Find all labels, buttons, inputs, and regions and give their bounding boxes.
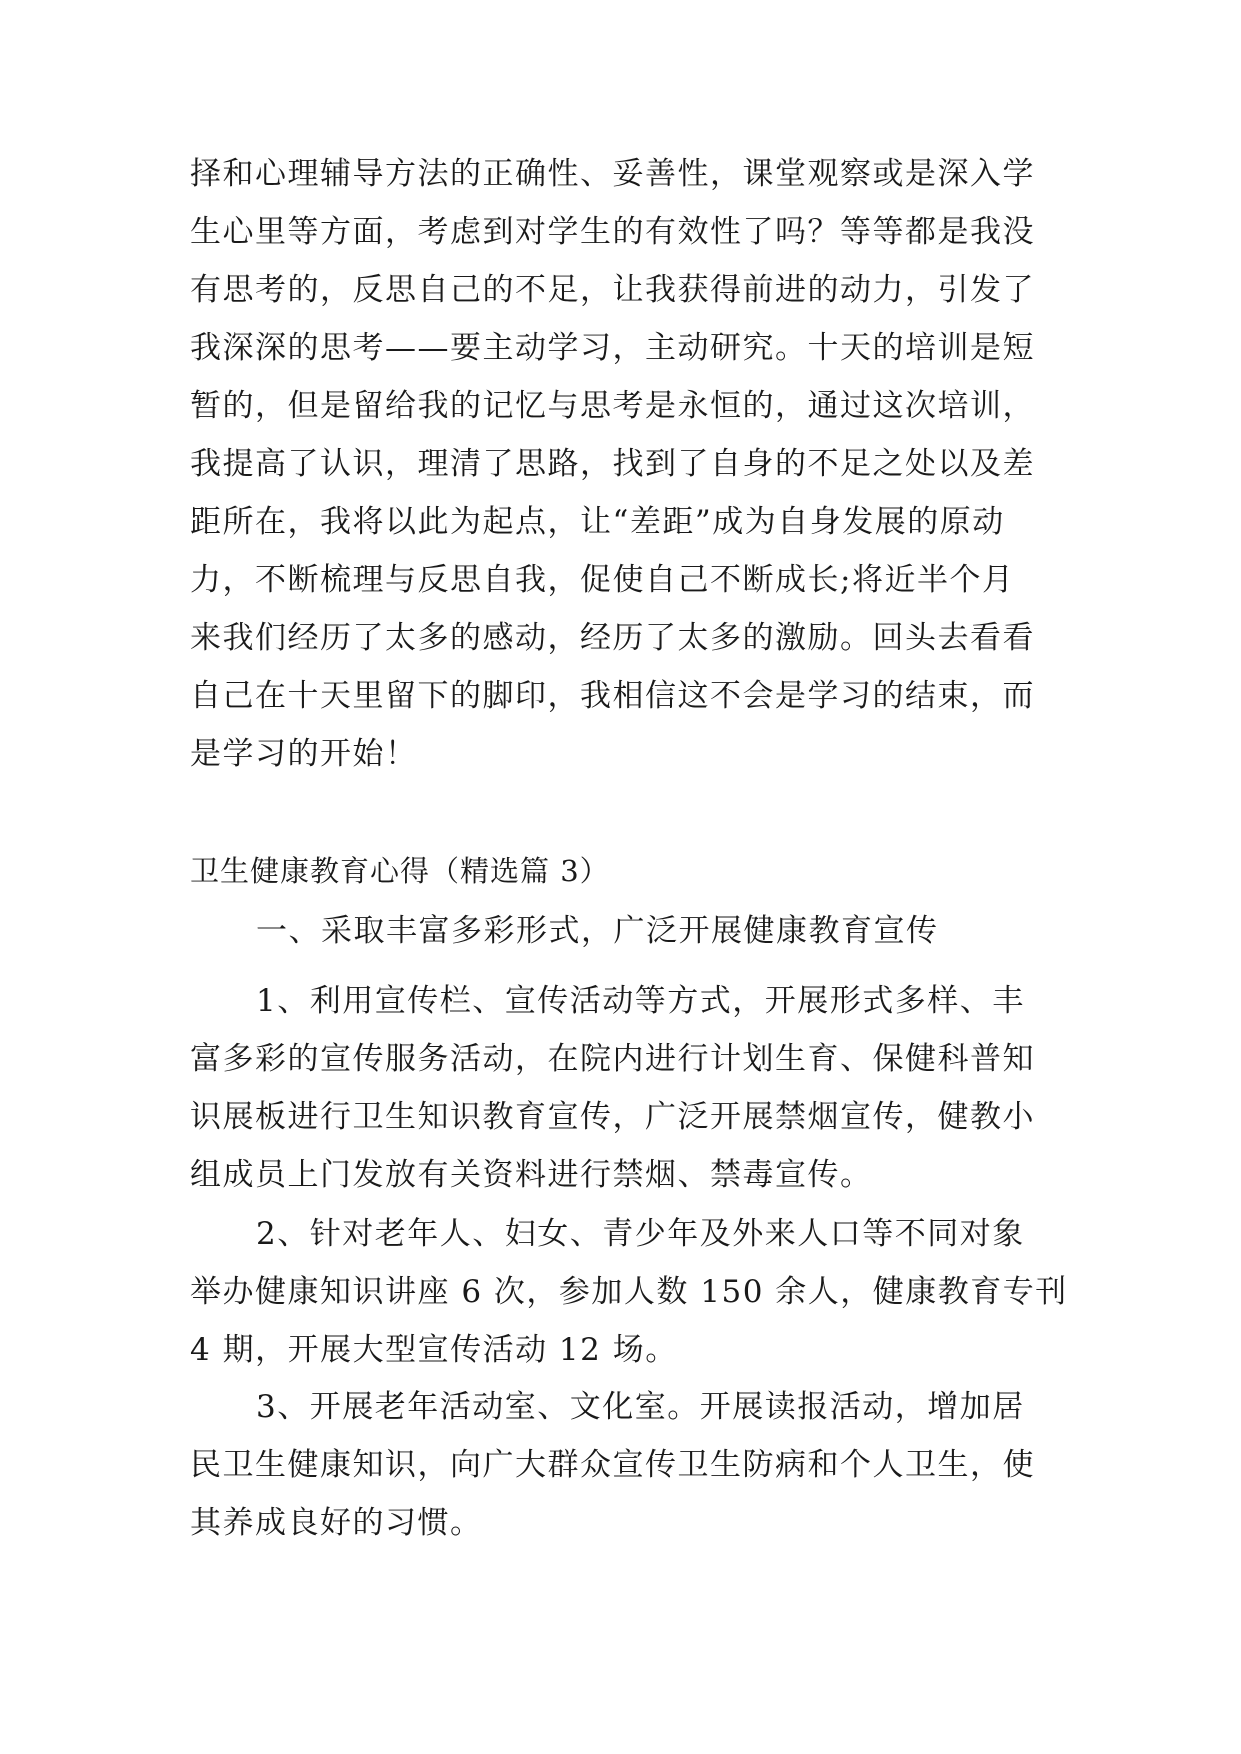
text-line: 择和心理辅导方法的正确性、妥善性，课堂观察或是深入学 <box>190 156 1035 192</box>
text-line: 其养成良好的习惯。 <box>190 1505 483 1541</box>
text-line: 2、针对老年人、妇女、青少年及外来人口等不同对象 <box>256 1216 1025 1252</box>
list-item-2 <box>190 1205 1068 1379</box>
text-line: 自己在十天里留下的脚印，我相信这不会是学习的结束，而 <box>190 678 1035 714</box>
text-line: 3、开展老年活动室、文化室。开展读报活动，增加居 <box>256 1389 1025 1425</box>
text-line: 来我们经历了太多的感动，经历了太多的激励。回头去看看 <box>190 620 1035 656</box>
text-line: 是学习的开始！ <box>190 736 418 772</box>
text-line: 暂的，但是留给我的记忆与思考是永恒的，通过这次培训， <box>190 388 1035 424</box>
section-heading-block <box>190 842 1050 900</box>
text-line: 富多彩的宣传服务活动，在院内进行计划生育、保健科普知 <box>190 1041 1035 1077</box>
list-item-1 <box>190 972 1050 1204</box>
list-item-3 <box>190 1378 1050 1552</box>
text-line: 4 期，开展大型宣传活动 12 场。 <box>190 1332 678 1368</box>
text-line: 力，不断梳理与反思自我，促使自己不断成长;将近半个月 <box>190 562 1015 598</box>
subheading: 一、采取丰富多彩形式，广泛开展健康教育宣传 <box>256 913 939 949</box>
text-line: 我提高了认识，理清了思路，找到了自身的不足之处以及差 <box>190 446 1035 482</box>
text-line: 民卫生健康知识，向广大群众宣传卫生防病和个人卫生，使 <box>190 1447 1035 1483</box>
subheading-block <box>190 902 1050 960</box>
section-heading: 卫生健康教育心得（精选篇 3） <box>190 854 610 888</box>
paragraph-continuation <box>190 145 1050 783</box>
text-line: 距所在，我将以此为起点，让“差距”成为自身发展的原动 <box>190 504 1005 540</box>
text-line: 组成员上门发放有关资料进行禁烟、禁毒宣传。 <box>190 1157 873 1193</box>
text-line: 1、利用宣传栏、宣传活动等方式，开展形式多样、丰 <box>256 983 1025 1019</box>
text-line: 生心里等方面，考虑到对学生的有效性了吗？等等都是我没 <box>190 214 1035 250</box>
text-line: 举办健康知识讲座 6 次，参加人数 150 余人，健康教育专刊 <box>190 1274 1068 1310</box>
text-line: 识展板进行卫生知识教育宣传，广泛开展禁烟宣传，健教小 <box>190 1099 1035 1135</box>
text-line: 我深深的思考——要主动学习，主动研究。十天的培训是短 <box>190 330 1035 366</box>
text-line: 有思考的，反思自己的不足，让我获得前进的动力，引发了 <box>190 272 1035 308</box>
